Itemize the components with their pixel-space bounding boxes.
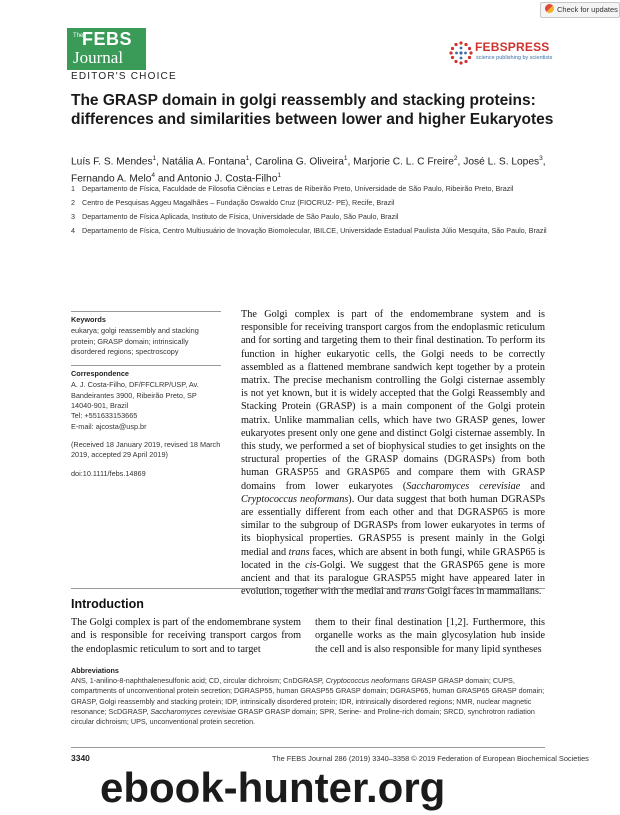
footer-divider	[71, 747, 545, 748]
affiliation-text: Centro de Pesquisas Aggeu Magalhães – Fundação Oswaldo Cruz (FIOCRUZ- PE), Recife, Brazil	[82, 198, 395, 207]
check-updates-icon	[545, 4, 554, 13]
check-updates-label: Check for updates	[557, 5, 618, 14]
keywords-text: eukarya; golgi reassembly and stacking protein; GRASP domain; intrinsically disordered regions; spectroscopy	[71, 326, 199, 356]
author-name: Antonio J. Costa-Filho	[177, 173, 278, 185]
affiliation-item	[71, 197, 561, 208]
author-name: José L. S. Lopes	[463, 156, 540, 168]
author-affiliation-marker: 3	[539, 155, 543, 162]
species-name: Cryptococcus neoformans	[325, 676, 410, 686]
abbreviations-segment: GRASP GRASP domain; SPR, Serine- and Proline-rich domain; SRCD, synchrotron radiation circular dichroism; UPS, unconventional protein secretion.	[71, 706, 535, 727]
author-affiliation-marker: 1	[245, 155, 250, 162]
correspondence-line: A. J. Costa-Filho, DF/FFCLRP/USP, Av.	[71, 380, 199, 390]
author-affiliation-marker: 4	[151, 172, 156, 180]
species-name: Saccharomyces cerevisiae	[150, 706, 236, 716]
introduction-left-column: The Golgi complex is part of the endomembrane system and is responsible for receiving transport cargos from the endoplasmic reticulum to sort and to target	[71, 617, 301, 655]
check-for-updates-button[interactable]	[540, 2, 620, 18]
divider	[71, 365, 221, 366]
affiliation-item	[71, 183, 561, 194]
species-name: Saccharomyces cerevisiae	[406, 480, 521, 492]
logo-the: The	[73, 33, 84, 39]
affiliation-number: 4	[71, 226, 75, 235]
divider	[71, 311, 221, 312]
author-name: Carolina G. Oliveira	[254, 156, 344, 168]
abstract-segment: The Golgi complex is part of the endomembrane system and is responsible for receiving transport cargos from the endoplasmic reticulum and for sorting and targeting them to their final destination. To perform its function in higher eukaryotic cells, the Golgi needs to be correctly assembled as a flattened membrane sandwich kept together by a protein matrix. The precise mechanism controlling the Golgi cisternae assembly is not yet known, but it is widely accepted that the Golgi Reassembly and Stacking Protein (GRASP) is a main component of the Golgi protein matrix. Unlike mammalian cells, which have two GRASP genes, lower eukaryotes present only one gene and distinct Golgi cisternae assembly. In this study, we performed a set of biophysical studies to get insights on the structural properties of the GRASP domains (DGRASPs) from both human GRASP55 and GRASP65 and compare them with GRASP domains from lower eukaryotes (	[241, 309, 545, 492]
abbreviations-segment: ANS, 1-anilino-8-naphthalenesulfonic acid; CD, circular dichroism; CnDGRASP,	[71, 676, 326, 686]
febs-journal-logo	[67, 28, 146, 70]
correspondence-line: 14040-901, Brazil	[71, 401, 129, 411]
correspondence-line: Tel: +551633153665	[71, 411, 138, 421]
section-label: EDITOR'S CHOICE	[71, 71, 177, 82]
abstract-text	[241, 308, 545, 598]
affiliation-number: 1	[71, 184, 75, 193]
correspondence-email[interactable]: E-mail: ajcosta@usp.br	[71, 421, 147, 431]
correspondence-heading: Correspondence	[71, 369, 129, 379]
affiliation-text: Departamento de Física, Centro Multiusuário de Inovação Biomolecular, IBILCE, Universidade Estadual Paulista Júlio Mesquita, São Paulo, Brazil	[82, 226, 547, 235]
affiliation-text: Departamento de Física, Faculdade de Filosofia Ciências e Letras de Ribeirão Preto, Universidade de São Paulo, Ribeirão Preto, Brazil	[82, 184, 514, 193]
febs-press-name: FEBSPRESS	[475, 40, 550, 54]
keywords-block	[71, 311, 221, 357]
abbreviations-block	[71, 666, 545, 727]
introduction-heading: Introduction	[71, 597, 144, 611]
abstract-segment: Golgi faces in mammalians.	[424, 586, 542, 598]
affiliation-number: 3	[71, 212, 75, 221]
author-affiliation-marker: 1	[152, 155, 157, 162]
species-name: Cryptococcus neoformans	[241, 493, 349, 505]
abbreviations-text	[71, 676, 545, 727]
italic-term: trans	[403, 586, 425, 598]
received-dates: (Received 18 January 2019, revised 18 March 2019, accepted 29 April 2019)	[71, 439, 221, 460]
italic-term: trans	[288, 546, 310, 558]
correspondence-line: Bandeirantes 3900, Ribeirão Preto, SP	[71, 390, 197, 400]
affiliation-item	[71, 225, 561, 236]
keywords-heading: Keywords	[71, 315, 106, 324]
febs-press-tagline: science publishing by scientists	[476, 55, 553, 61]
affiliation-number: 2	[71, 198, 75, 207]
febs-press-logo-icon	[448, 40, 474, 66]
author-name: Luís F. S. Mendes	[71, 156, 153, 168]
author-name: Marjorie C. L. C Freire	[353, 156, 454, 168]
author-list: Luís F. S. Mendes$^1$, Natália A. Fontana$^1$, Carolina G. Oliveira$^1$, Marjorie C. L. C Freire$^2$, José L. S. Lopes$^3$, Fernando A. Melo$^4$ and Antonio J. Costa-Filho$^1$	[71, 155, 546, 185]
abbreviations-segment: GRASP GRASP domain; CUPS, compartments of unconventional protein secretion; DGRASP55, human GRASP55 GRASP domain; DGRASP65, human GRASP65 GRASP domain; GRASP, Golgi reassembly and stacking protein; IDP, intrinsically disordered protein; IDR, intrinsically disordered regions; NMR, nuclear magnetic resonance; ScDGRASP,	[71, 676, 545, 716]
abstract-segment: faces, which are absent in both fungi, while GRASP65 is located in the	[241, 546, 545, 571]
author-name: Fernando A. Melo	[71, 173, 152, 185]
introduction-right-column: them to their final destination [1,2]. Furthermore, this organelle works as the main glycosylation hub inside the cell and is also responsible for many lipid syntheses	[315, 617, 545, 655]
correspondence-block	[71, 365, 221, 432]
journal-citation: The FEBS Journal 286 (2019) 3340–3358 © 2019 Federation of European Biochemical Societies	[272, 754, 589, 763]
abstract-segment: -Golgi. We suggest that the GRASP65 gene is more ancient and that its paralogue GRASP55 might have appeared later in evolution, together with the medial and	[241, 559, 545, 598]
section-divider	[71, 588, 545, 589]
abbreviations-heading: Abbreviations	[71, 666, 119, 675]
author-affiliation-marker: 2	[453, 155, 458, 162]
italic-term: cis	[305, 559, 317, 571]
watermark-text: ebook-hunter.org	[100, 764, 446, 811]
article-info-sidebar	[71, 311, 221, 487]
affiliation-text: Departamento de Física Aplicada, Instituto de Física, Universidade de São Paulo, São Paulo, Brazil	[82, 212, 399, 221]
logo-febs: FEBS	[82, 29, 133, 49]
article-title: The GRASP domain in golgi reassembly and stacking proteins: differences and similarities between lower and higher Eukaryotes	[71, 92, 554, 128]
author-affiliation-marker: 1	[343, 155, 348, 162]
abstract-segment: ). Our data suggest that both human DGRASPs are essentially different from each other and that DGRASP65 is more similar to the subgroup of DGRASPs from lower eukaryotes in terms of its biophysical properties. GRASP55 is present mainly in the Golgi medial and	[241, 493, 546, 558]
author-name: Natália A. Fontana	[161, 156, 246, 168]
logo-journal: Journal	[73, 48, 124, 67]
author-affiliation-marker: 1	[277, 172, 282, 180]
page-number: 3340	[71, 753, 90, 763]
affiliation-item	[71, 211, 561, 222]
doi-link[interactable]: doi:10.1111/febs.14869	[71, 468, 146, 478]
abstract-segment: and	[520, 480, 545, 492]
affiliation-list	[71, 183, 561, 239]
